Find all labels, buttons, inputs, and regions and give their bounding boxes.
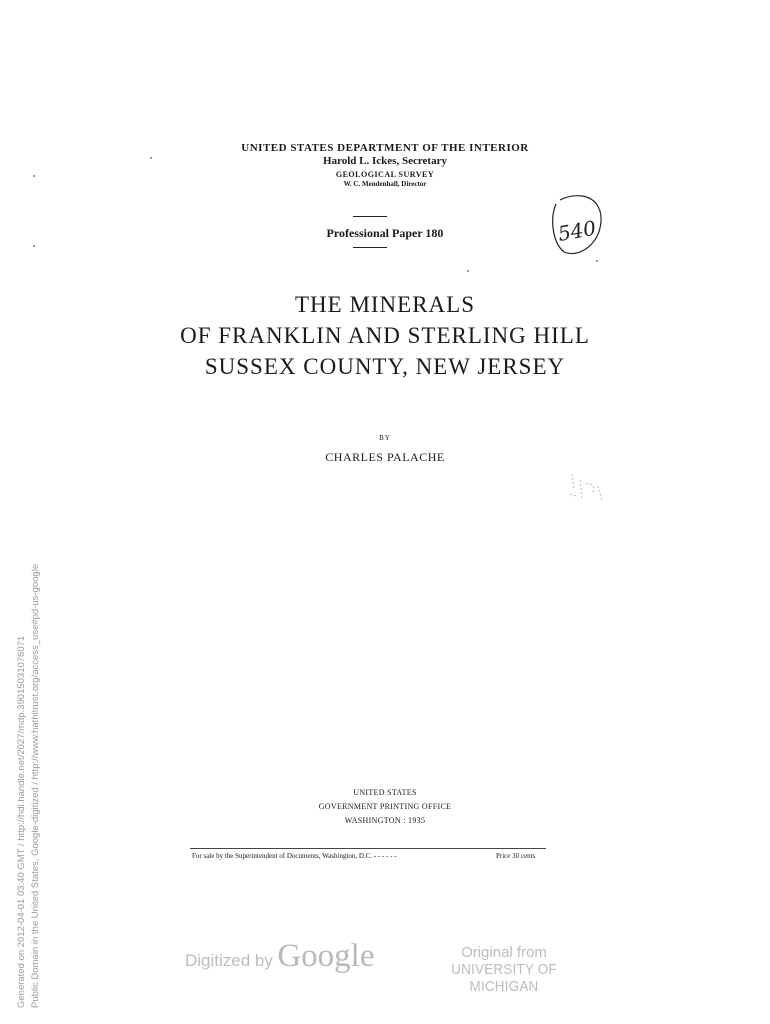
scan-speck xyxy=(33,175,35,177)
survey-heading: GEOLOGICAL SURVEY xyxy=(335,170,435,179)
rule-above-series xyxy=(353,216,387,217)
publisher-line-1: UNITED STATES xyxy=(353,788,417,797)
secretary-line: Harold L. Ickes, Secretary xyxy=(323,155,447,167)
scan-speck xyxy=(596,260,598,262)
director-line: W. C. Mendenhall, Director xyxy=(343,180,427,188)
sale-notice: For sale by the Superintendent of Documents, Washington, D.C. - - - - - - xyxy=(192,852,397,860)
title-line-1: THE MINERALS xyxy=(294,292,476,317)
digitized-by-label: Digitized by xyxy=(185,951,273,970)
price-notice: Price 30 cents xyxy=(496,852,536,860)
publisher-line-3: WASHINGTON : 1935 xyxy=(344,816,426,825)
handwritten-number-stamp xyxy=(548,192,604,263)
university-label: UNIVERSITY OF MICHIGAN xyxy=(451,961,557,995)
google-logo: Google xyxy=(277,938,375,974)
title-line-2: OF FRANKLIN AND STERLING HILL xyxy=(180,323,590,348)
handwritten-number: 540 xyxy=(556,215,598,246)
by-label: BY xyxy=(379,434,391,442)
scan-speck xyxy=(150,157,152,159)
department-heading: UNITED STATES DEPARTMENT OF THE INTERIOR xyxy=(241,142,529,154)
original-from-label: Original from xyxy=(461,944,547,961)
generated-watermark: Generated on 2012-04-01 03:40 GMT / http://hdl.handle.net/2027/mdp.39015031076071 xyxy=(16,635,27,1008)
scan-speck xyxy=(467,270,469,272)
digitized-by-google xyxy=(185,938,374,975)
sale-rule xyxy=(190,848,546,849)
pencil-marks xyxy=(566,470,610,515)
scan-speck xyxy=(33,245,35,247)
public-domain-watermark: Public Domain in the United States, Google-digitized / http://www.hathitrust.org/access_use#pd-us-google xyxy=(30,563,41,1008)
publisher-line-2: GOVERNMENT PRINTING OFFICE xyxy=(318,802,452,811)
title-line-3: SUSSEX COUNTY, NEW JERSEY xyxy=(204,354,566,379)
series-label: Professional Paper 180 xyxy=(326,226,444,240)
author-name: CHARLES PALACHE xyxy=(325,450,445,464)
rule-below-series xyxy=(353,247,387,248)
original-from-block xyxy=(424,944,584,995)
